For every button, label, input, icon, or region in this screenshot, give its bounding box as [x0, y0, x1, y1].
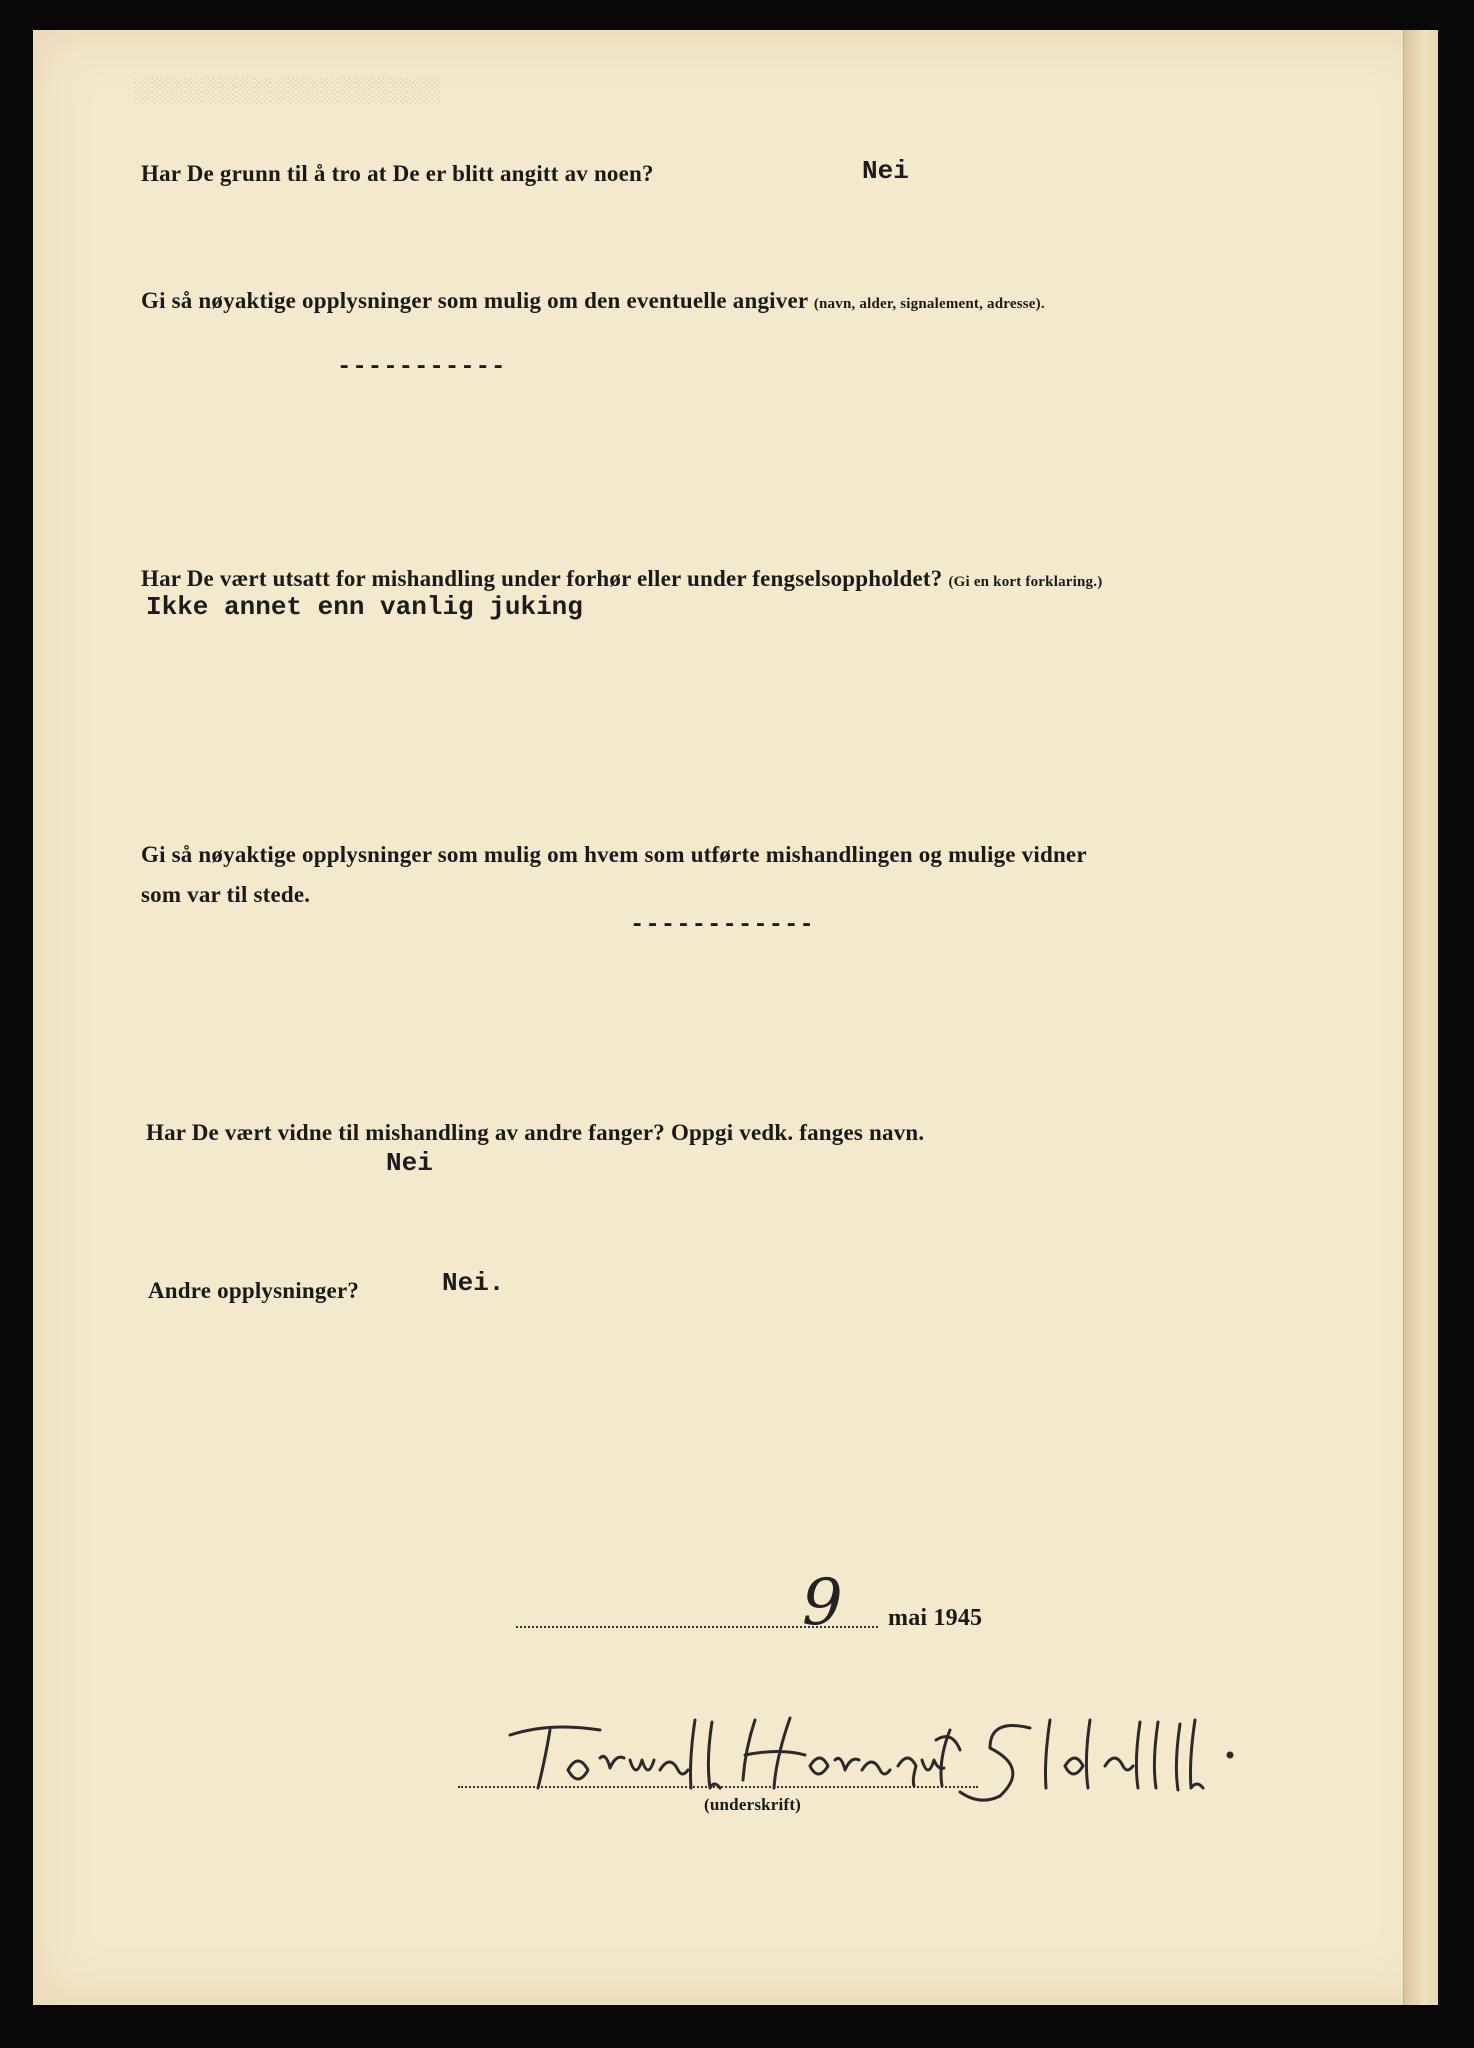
handwritten-signature — [490, 1700, 1290, 1810]
answer-angitt: Nei — [862, 156, 909, 186]
date-day-handwritten: 9 — [802, 1566, 843, 1640]
question-hvem-utforte-line2: som var til stede. — [141, 882, 311, 907]
question-angiver-text: Gi så nøyaktige opplysninger som mulig om den eventuelle angiver — [141, 288, 808, 313]
question-angitt: Har De grunn til å tro at De er blitt angitt av noen? — [141, 161, 654, 186]
question-angiver-details — [141, 288, 1045, 314]
answer-hvem-utforte: ------------ — [630, 912, 815, 939]
signature-line — [458, 1786, 978, 1788]
question-mishandling — [141, 566, 1102, 592]
question-hvem-utforte-line1: Gi så nøyaktige opplysninger som mulig om hvem som utførte mishandlingen og mulige vidner — [141, 842, 1087, 867]
bleed-through-text: ░░░░░░░░░░░░░░░░░░ — [135, 78, 442, 104]
question-mishandling-note: (Gi en kort forklaring.) — [948, 574, 1103, 590]
date-month-year: mai 1945 — [888, 1605, 983, 1631]
paper-edge — [1403, 30, 1438, 2005]
answer-angiver: ----------- — [337, 354, 507, 381]
answer-mishandling: Ikke annet enn vanlig juking — [146, 592, 583, 622]
signature-label: (underskrift) — [704, 1795, 802, 1814]
answer-andre-opplysninger: Nei. — [442, 1268, 505, 1298]
question-andre-opplysninger: Andre opplysninger? — [148, 1278, 360, 1303]
question-mishandling-text: Har De vært utsatt for mishandling under forhør eller under fengselsoppholdet? — [141, 566, 943, 591]
answer-vidne: Nei — [386, 1148, 433, 1178]
question-angiver-note: (navn, alder, signalement, adresse). — [813, 296, 1045, 312]
question-vidne: Har De vært vidne til mishandling av andre fanger? Oppgi vedk. fanges navn. — [146, 1120, 925, 1145]
